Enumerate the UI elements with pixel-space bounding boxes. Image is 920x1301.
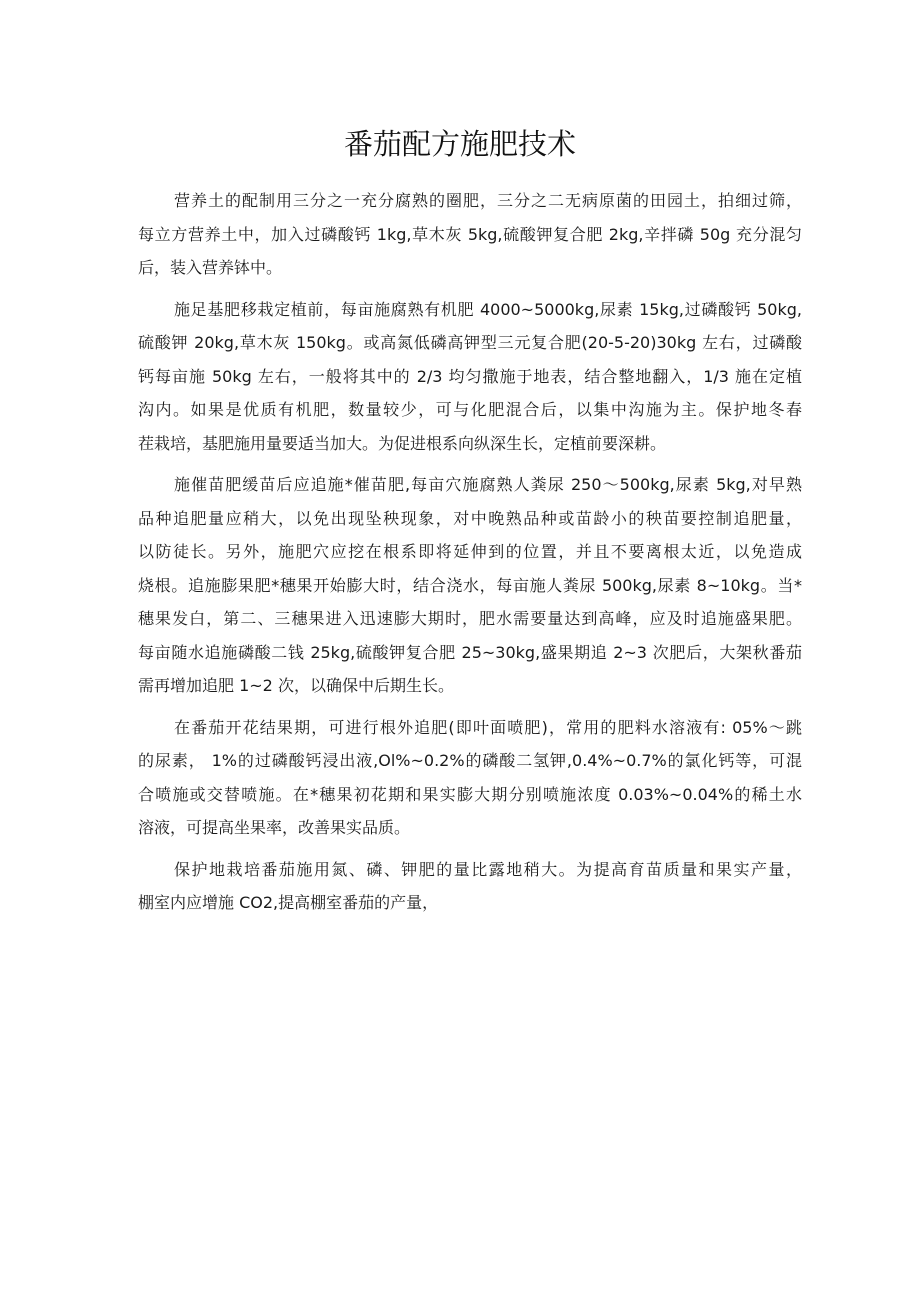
paragraph-line: 合喷施或交替喷施。在*穗果初花期和果实膨大期分别喷施浓度 0.03%~0.04%的稀土水 xyxy=(138,784,802,804)
paragraph-line: 穗果发白，第二、三穗果进入迅速膨大期时，肥水需要量达到高峰，应及时追施盛果肥。 xyxy=(138,609,802,628)
paragraph-line: 施足基肥移栽定植前，每亩施腐熟有机肥 4000~5000kg,尿素 15kg,过磷酸钙 50kg, xyxy=(174,299,802,319)
paragraph-line: 在番茄开花结果期，可进行根外追肥(即叶面喷肥)，常用的肥料水溶液有: 05%〜跳 xyxy=(174,717,802,737)
paragraph-line: 施催苗肥缓苗后应追施*催苗肥,每亩穴施腐熟人粪尿 250～500kg,尿素 5kg,对早熟 xyxy=(174,475,802,494)
paragraph-line: 棚室内应增施 CO2,提高棚室番茄的产量， xyxy=(138,893,439,912)
paragraph-line: 每亩随水追施磷酸二钱 25kg,硫酸钾复合肥 25~30kg,盛果期追 2~3 次肥后，大架秋番茄 xyxy=(138,642,802,662)
paragraph-line: 需再增加追肥 1~2 次，以确保中后期生长。 xyxy=(138,676,454,695)
paragraph-line: 硫酸钾 20kg,草木灰 150kg。或高氮低磷高钾型三元复合肥(20-5-20)30kg 左右，过磷酸 xyxy=(138,333,802,352)
paragraph-line: 以防徒长。另外，施肥穴应挖在根系即将延伸到的位置，并且不要离根太近，以免造成 xyxy=(138,542,802,561)
document-body xyxy=(138,184,802,928)
paragraph-nutrient-soil xyxy=(138,184,802,285)
paragraph-line: 品种追肥量应稍大，以免出现坠秧现象，对中晚熟品种或苗龄小的秧苗要控制追肥量， xyxy=(138,508,802,528)
paragraph-line: 保护地栽培番茄施用氮、磷、钾肥的量比露地稍大。为提高育苗质量和果实产量， xyxy=(174,859,802,879)
paragraph-line: 烧根。追施膨果肥*穗果开始膨大时，结合浇水，每亩施人粪尿 500kg,尿素 8~10kg。当* xyxy=(138,575,802,595)
paragraph-base-fertilizer xyxy=(138,293,802,461)
paragraph-line: 后，装入营养钵中。 xyxy=(138,258,283,277)
paragraph-line: 的尿素， 1%的过磷酸钙浸出液,Ol%~0.2%的磷酸二氢钾,0.4%~0.7%的氯化钙等，可混 xyxy=(138,751,802,770)
document-title: 番茄配方施肥技术 xyxy=(343,127,576,161)
paragraph-line: 每立方营养土中，加入过磷酸钙 1kg,草木灰 5kg,硫酸钾复合肥 2kg,辛拌磷 50g 充分混匀 xyxy=(138,224,802,244)
paragraph-topdressing xyxy=(138,468,802,703)
paragraph-line: 沟内。如果是优质有机肥，数量较少，可与化肥混合后，以集中沟施为主。保护地冬春 xyxy=(138,400,802,419)
paragraph-protected-cultivation xyxy=(138,853,802,920)
paragraph-line: 营养土的配制用三分之一充分腐熟的圈肥，三分之二无病原菌的田园土，拍细过筛， xyxy=(174,191,802,210)
paragraph-line: 茬栽培，基肥施用量要适当加大。为促进根系向纵深生长，定植前要深耕。 xyxy=(138,433,667,453)
paragraph-line: 溶液，可提高坐果率，改善果实品质。 xyxy=(138,818,411,837)
paragraph-line: 钙每亩施 50kg 左右，一般将其中的 2/3 均匀撒施于地表，结合整地翻入，1/3 施在定植 xyxy=(138,366,802,386)
paragraph-foliar-spray xyxy=(138,711,802,845)
